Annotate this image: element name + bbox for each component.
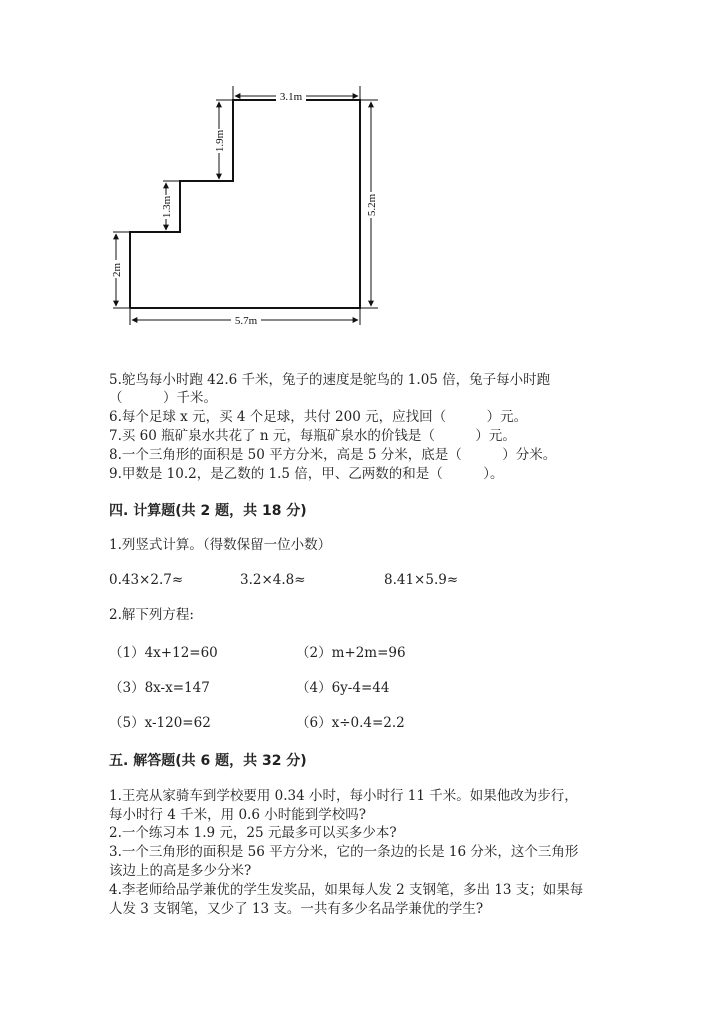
question-8: 8.一个三角形的面积是 50 平方分米，高是 5 分米，底是（ ）分米。 <box>109 447 557 463</box>
question-7: 7.买 60 瓶矿泉水共花了 n 元，每瓶矿泉水的价钱是（ ）元。 <box>109 428 516 444</box>
calc-item-2: 3.2×4.8≈ <box>240 572 306 588</box>
stair-shape-figure <box>0 0 720 340</box>
equation-2: （2）m+2m=96 <box>296 645 406 661</box>
calc-item-1: 0.43×2.7≈ <box>109 572 184 588</box>
problem-4-line1: 4.李老师给品学兼优的学生发奖品，如果每人发 2 支钢笔，多出 13 支；如果每 <box>109 882 584 898</box>
section-4-title: 四. 计算题(共 2 题，共 18 分) <box>109 503 307 519</box>
problem-1-line2: 每小时行 4 千米，用 0.6 小时能到学校吗? <box>109 807 366 823</box>
calc-item-3: 8.41×5.9≈ <box>384 572 459 588</box>
equation-4: （4）6y-4=44 <box>296 680 390 696</box>
problem-3-line2: 该边上的高是多少分米? <box>109 863 252 879</box>
calc-q1-title: 1.列竖式计算。（得数保留一位小数） <box>109 537 332 553</box>
equation-5: （5）x-120=62 <box>109 715 211 731</box>
label-step2: 1.9m <box>214 129 226 153</box>
label-top: 3.1m <box>279 91 303 103</box>
problem-2: 2.一个练习本 1.9 元，25 元最多可以买多少本? <box>109 825 397 841</box>
question-6: 6.每个足球 x 元，买 4 个足球，共付 200 元，应找回（ ）元。 <box>109 409 528 425</box>
label-right: 5.2m <box>366 193 378 217</box>
equation-q2-title: 2.解下列方程: <box>109 607 194 623</box>
equation-1: （1）4x+12=60 <box>109 645 218 661</box>
question-5-line2: （ ）千米。 <box>109 390 217 406</box>
equation-6: （6）x÷0.4=2.2 <box>296 715 405 731</box>
label-bottom: 5.7m <box>234 315 258 327</box>
problem-4-line2: 人发 3 支钢笔，又少了 13 支。一共有多少名品学兼优的学生? <box>109 901 484 917</box>
label-step1: 1.3m <box>161 195 173 219</box>
section-5-title: 五. 解答题(共 6 题，共 32 分) <box>109 753 307 769</box>
question-9: 9.甲数是 10.2，是乙数的 1.5 倍，甲、乙两数的和是（ ）。 <box>109 466 504 482</box>
equation-3: （3）8x-x=147 <box>109 680 210 696</box>
label-left: 2m <box>111 262 123 278</box>
problem-3-line1: 3.一个三角形的面积是 56 平方分米，它的一条边的长是 16 分米，这个三角形 <box>109 844 579 860</box>
problem-1-line1: 1.王亮从家骑车到学校要用 0.34 小时，每小时行 11 千米。如果他改为步行， <box>109 788 578 804</box>
question-5-line1: 5.鸵鸟每小时跑 42.6 千米，兔子的速度是鸵鸟的 1.05 倍，兔子每小时跑 <box>109 372 551 388</box>
